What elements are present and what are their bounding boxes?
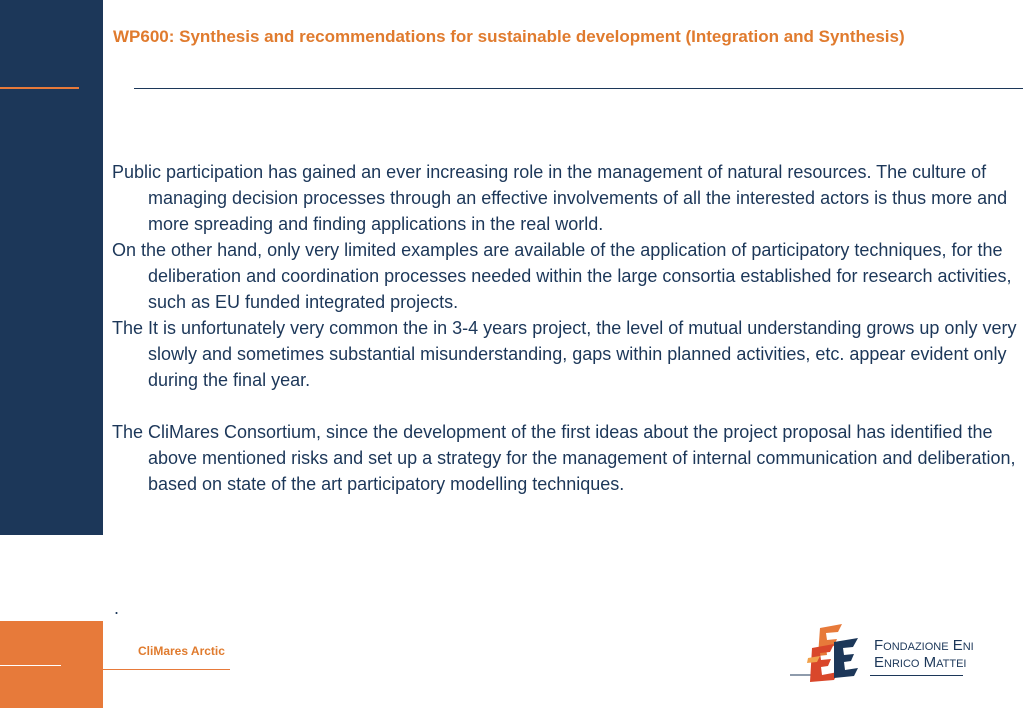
logo-underline [870, 675, 963, 676]
body-paragraph: The CliMares Consortium, since the development of the first ideas about the project proposal has identified the above mentioned risks and set up a strategy for the management of internal communication and deliberation, based on state of the art participatory modelling techniques. [112, 422, 1016, 494]
slide-body [112, 159, 1017, 497]
footer-divider [103, 669, 230, 670]
left-accent-line [0, 87, 79, 89]
body-paragraph: The It is unfortunately very common the in 3-4 years project, the level of mutual understanding grows up only very slowly and sometimes substantial misunderstanding, gaps within planned activities, etc. appear evident only during the final year. [112, 318, 1017, 390]
left-orange-block-line [0, 665, 61, 666]
logo-line-1: Fondazione Eni [874, 637, 974, 654]
logo-wordmark [874, 637, 974, 671]
body-paragraph: On the other hand, only very limited examples are available of the application of participatory techniques, for the deliberation and coordination processes needed within the large consortia established for research activities, such as EU funded integrated projects. [112, 240, 1012, 312]
footer-project-label: CliMares Arctic [138, 644, 225, 658]
slide-title: WP600: Synthesis and recommendations for sustainable development (Integration and Synthesis) [113, 27, 905, 46]
title-divider [134, 88, 1023, 89]
left-navy-bar [0, 0, 103, 535]
logo-line-2: Enrico Mattei [874, 654, 967, 671]
trailing-mark: . [114, 598, 120, 618]
body-paragraph: Public participation has gained an ever increasing role in the management of natural resources. The culture of managing decision processes through an effective involvements of all the interested actors is thus more and more spreading and finding applications in the real world. [112, 162, 1008, 234]
